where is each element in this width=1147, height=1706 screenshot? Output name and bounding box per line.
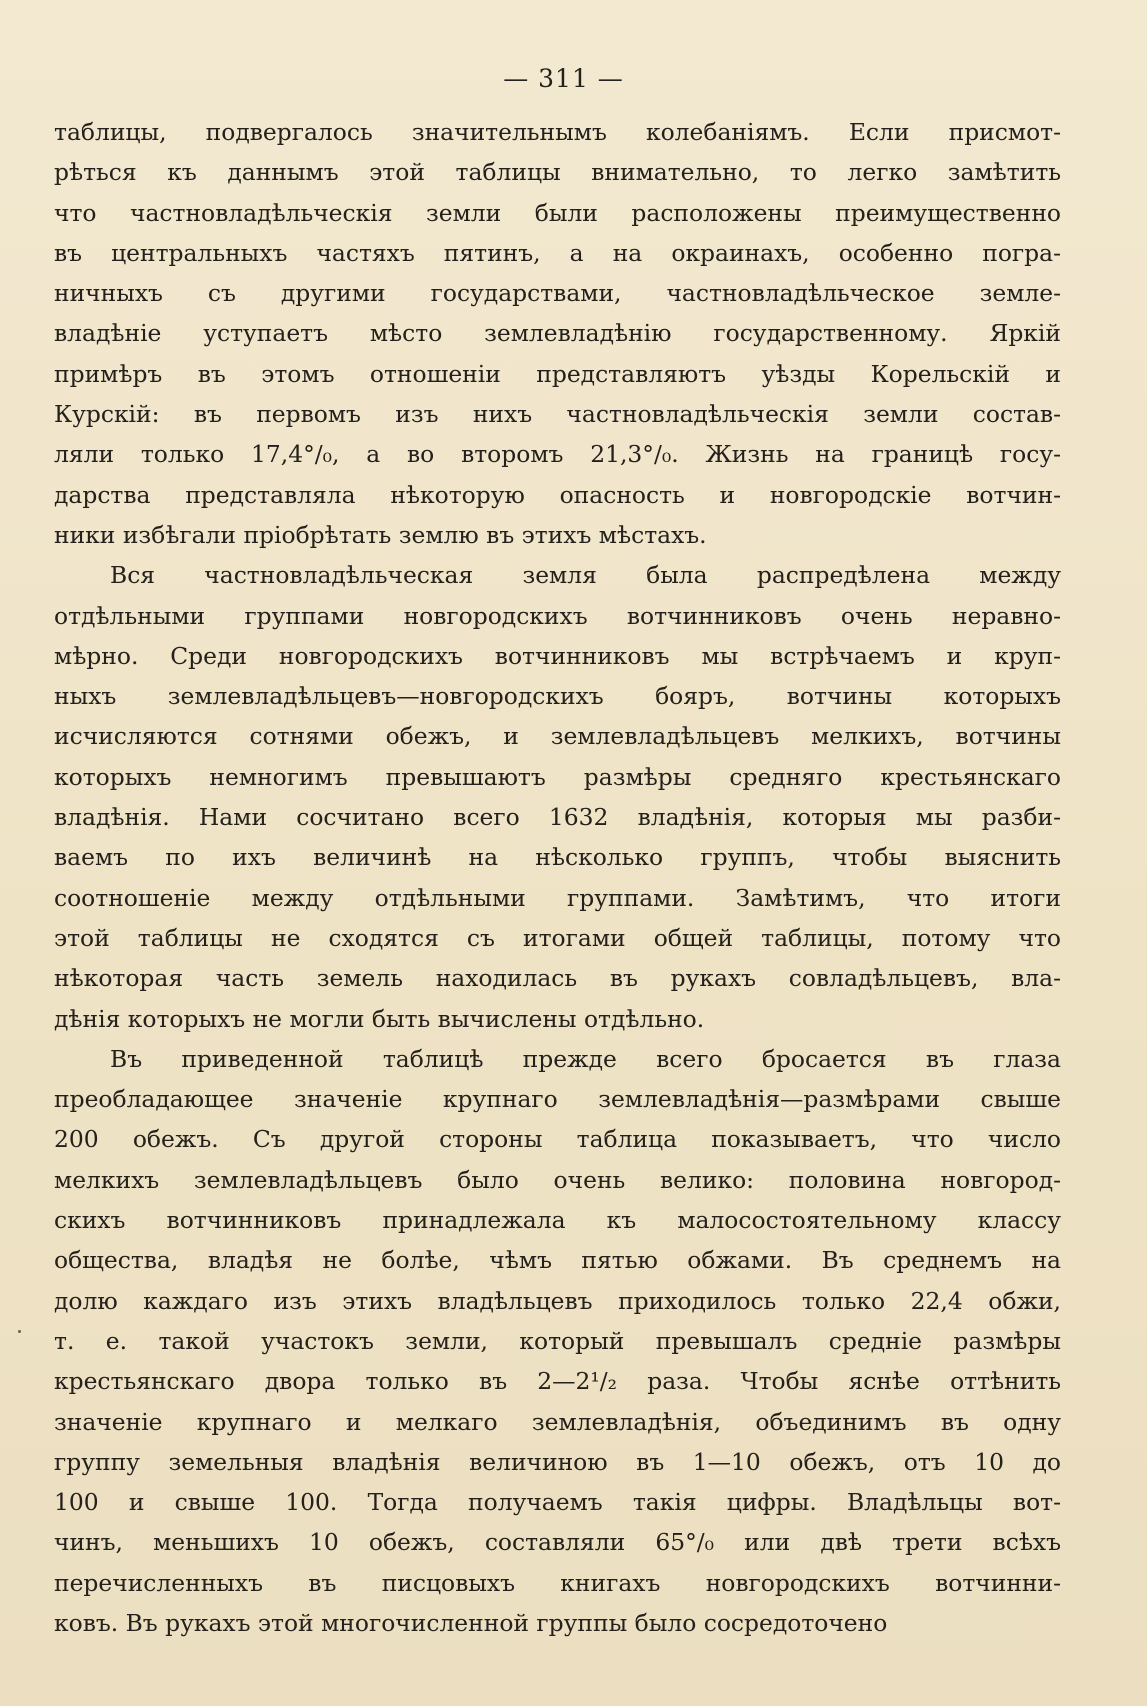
- text-line: крестьянскаго двора только въ 2—2¹/₂ раза. Чтобы яснѣе оттѣнить: [54, 1367, 1061, 1396]
- text-line: общества, владѣя не болѣе, чѣмъ пятью обжами. Въ среднемъ на: [54, 1246, 1061, 1275]
- text-line: ныхъ землевладѣльцевъ—новгородскихъ бояръ, вотчины которыхъ: [54, 682, 1061, 711]
- text-line: группу земельныя владѣнія величиною въ 1—10 обежъ, отъ 10 до: [54, 1447, 1061, 1476]
- text-line: примѣръ въ этомъ отношеніи представляютъ уѣзды Корельскій и: [54, 359, 1061, 388]
- text-line: нѣкоторая часть земель находилась въ рукахъ совладѣльцевъ, вла-: [54, 964, 1061, 993]
- paragraph: [54, 1039, 1061, 1643]
- text-line: т. е. такой участокъ земли, который превышалъ средніе размѣры: [54, 1326, 1061, 1355]
- text-line: исчисляются сотнями обежъ, и землевладѣльцевъ мелкихъ, вотчины: [54, 722, 1061, 751]
- page-number: — 311 —: [503, 64, 624, 93]
- text-line: мелкихъ землевладѣльцевъ было очень велико: половина новгород-: [54, 1165, 1061, 1194]
- text-line: этой таблицы не сходятся съ итогами общей таблицы, потому что: [54, 923, 1061, 952]
- text-line: значеніе крупнаго и мелкаго землевладѣнія, объединимъ въ одну: [54, 1407, 1061, 1436]
- text-line: ляли только 17,4°/₀, а во второмъ 21,3°/₀. Жизнь на границѣ госу-: [54, 440, 1061, 469]
- text-line: 100 и свыше 100. Тогда получаемъ такія цифры. Владѣльцы вот-: [54, 1488, 1061, 1517]
- text-line: владѣнія. Нами сосчитано всего 1632 владѣнія, которыя мы разби-: [54, 803, 1061, 832]
- text-line: ковъ. Въ рукахъ этой многочисленной группы было сосредоточено: [54, 1608, 888, 1637]
- text-body: [54, 112, 1061, 1643]
- text-line: Курскій: въ первомъ изъ нихъ частновладѣльческія земли состав-: [54, 400, 1061, 429]
- paragraph: [54, 112, 1061, 555]
- text-line: дѣнія которыхъ не могли быть вычислены отдѣльно.: [54, 1004, 705, 1033]
- text-line: въ центральныхъ частяхъ пятинъ, а на окраинахъ, особенно погра-: [54, 238, 1061, 267]
- text-line: Вся частновладѣльческая земля была распредѣлена между: [110, 561, 1061, 590]
- text-line: таблицы, подвергалось значительнымъ колебаніямъ. Если присмот-: [54, 118, 1061, 146]
- text-line: 200 обежъ. Съ другой стороны таблица показываетъ, что число: [54, 1125, 1061, 1154]
- text-line: которыхъ немногимъ превышаютъ размѣры средняго крестьянскаго: [54, 762, 1061, 791]
- text-line: чинъ, меньшихъ 10 обежъ, составляли 65°/₀ или двѣ трети всѣхъ: [54, 1528, 1061, 1557]
- text-line: ваемъ по ихъ величинѣ на нѣсколько группъ, чтобы выяснить: [54, 843, 1061, 872]
- text-line: Въ приведенной таблицѣ прежде всего бросается въ глаза: [110, 1044, 1061, 1073]
- text-line: долю каждаго изъ этихъ владѣльцевъ приходилось только 22,4 обжи,: [54, 1286, 1061, 1315]
- text-line: соотношеніе между отдѣльными группами. Замѣтимъ, что итоги: [54, 883, 1061, 912]
- text-line: перечисленныхъ въ писцовыхъ книгахъ новгородскихъ вотчинни-: [54, 1568, 1061, 1597]
- text-line: что частновладѣльческія земли были расположены преимущественно: [54, 198, 1061, 227]
- text-line: мѣрно. Среди новгородскихъ вотчинниковъ мы встрѣчаемъ и круп-: [54, 641, 1061, 670]
- print-speck: [18, 1330, 21, 1333]
- text-line: скихъ вотчинниковъ принадлежала къ малосостоятельному классу: [54, 1206, 1061, 1235]
- text-line: рѣться къ даннымъ этой таблицы внимательно, то легко замѣтить: [54, 158, 1061, 187]
- text-line: ники избѣгали пріобрѣтать землю въ этихъ мѣстахъ.: [54, 520, 707, 549]
- text-line: преобладающее значеніе крупнаго землевладѣнія—размѣрами свыше: [54, 1085, 1061, 1114]
- text-line: дарства представляла нѣкоторую опасность и новгородскіе вотчин-: [54, 480, 1061, 509]
- text-line: владѣніе уступаетъ мѣсто землевладѣнію государственному. Яркій: [54, 319, 1061, 348]
- text-line: отдѣльными группами новгородскихъ вотчинниковъ очень неравно-: [54, 601, 1061, 630]
- paragraph: [54, 555, 1061, 1039]
- text-line: ничныхъ съ другими государствами, частновладѣльческое земле-: [54, 279, 1061, 308]
